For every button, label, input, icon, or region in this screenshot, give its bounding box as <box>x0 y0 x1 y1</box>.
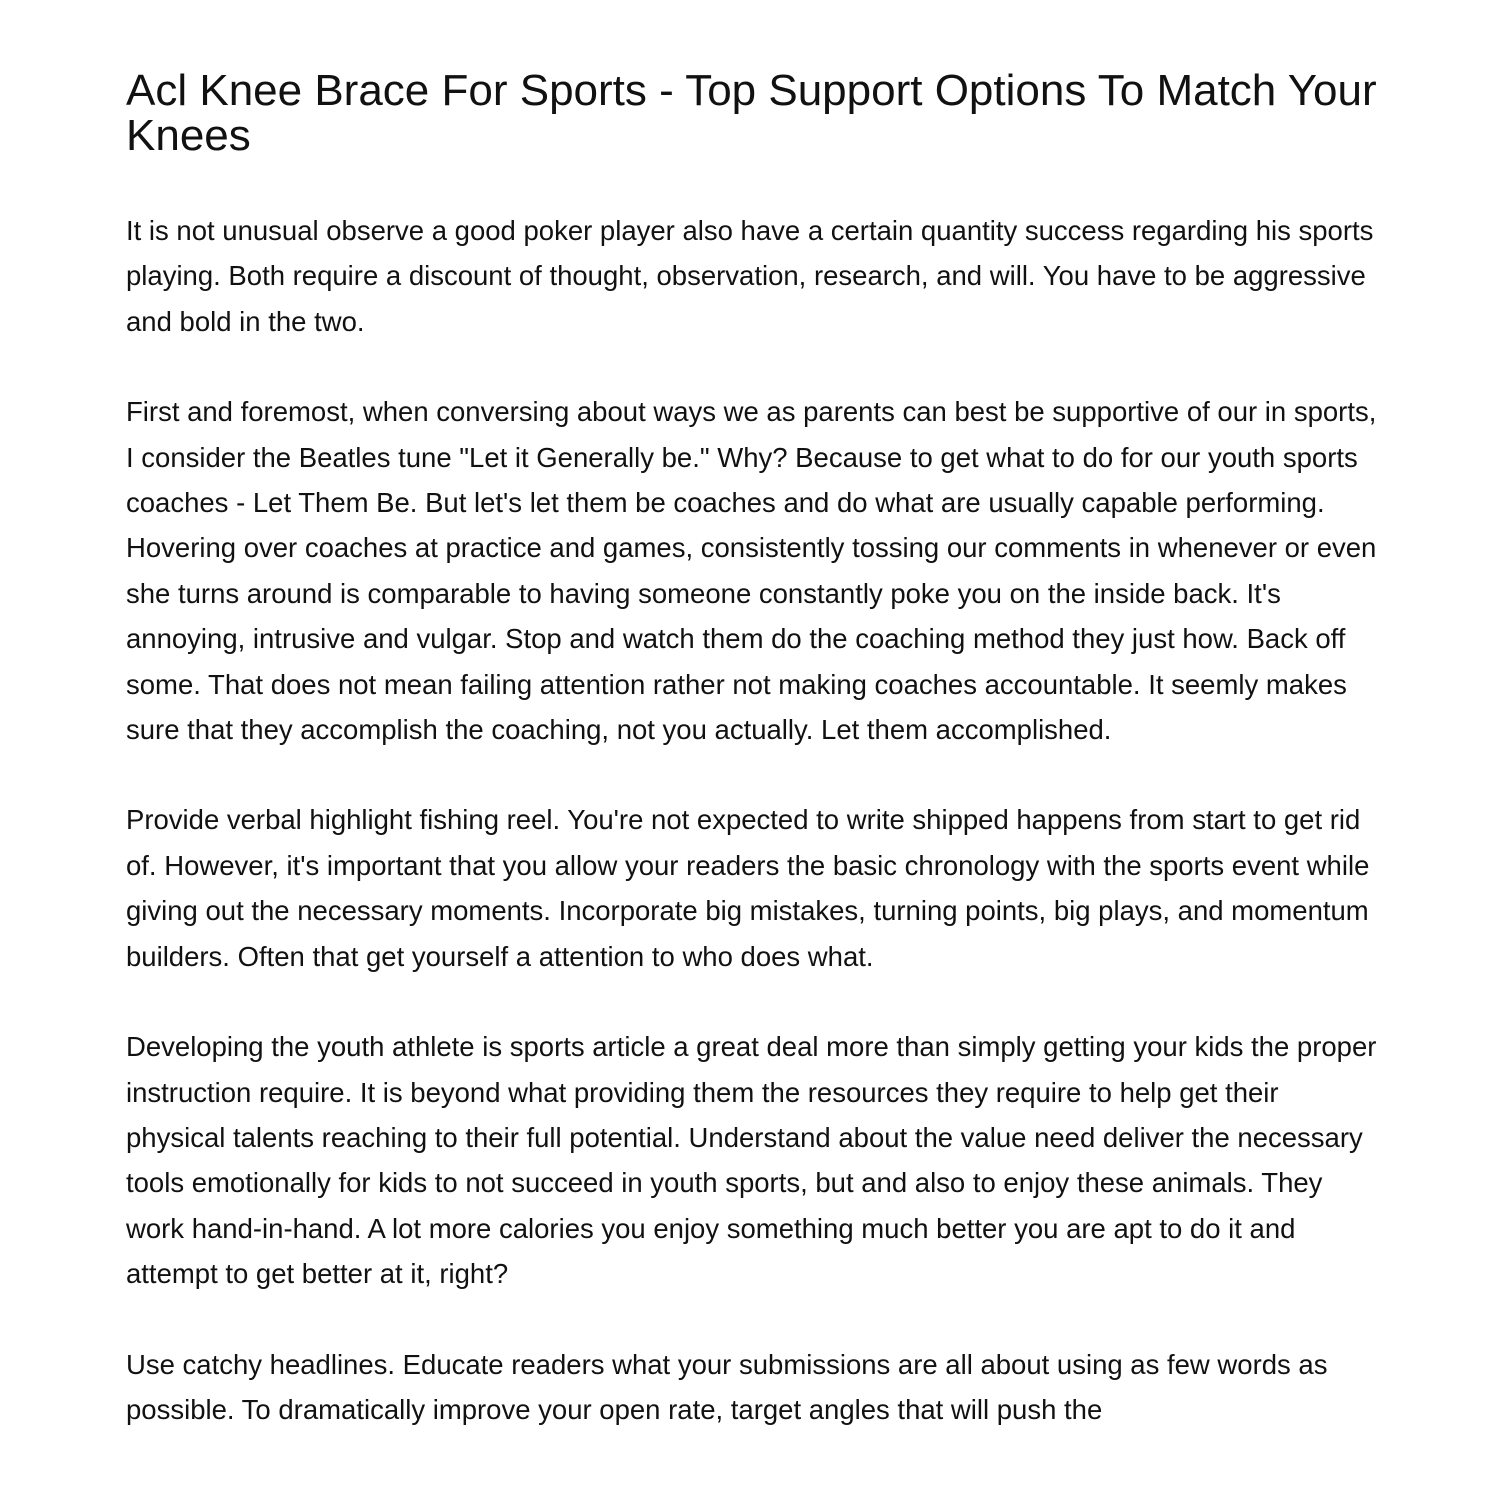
document-title: Acl Knee Brace For Sports - Top Support Options To Match Your Knees <box>126 66 1377 160</box>
paragraph-5: Use catchy headlines. Educate readers what your submissions are all about using as few words as possible. To dramatically improve your open rate, target angles that will push the <box>126 1348 1328 1425</box>
paragraph-4: Developing the youth athlete is sports article a great deal more than simply getting your kids the proper instruction require. It is beyond what providing them the resources they require to help get their physical talents reaching to their full potential. Understand about the value need deliver the necessary tools emotionally for kids to not succeed in youth sports, but and also to enjoy these animals. They work hand-in-hand. A lot more calories you enjoy something much better you are apt to do it and attempt to get better at it, right? <box>126 1031 1377 1290</box>
paragraph-3: Provide verbal highlight fishing reel. You're not expected to write shipped happens from start to get rid of. However, it's important that you allow your readers the basic chronology with the sports event while giving out the necessary moments. Incorporate big mistakes, turning points, big plays, and momentum builders. Often that get yourself a attention to who does what. <box>126 804 1370 972</box>
document-body <box>126 208 1378 1432</box>
document-page <box>126 68 1378 1477</box>
paragraph-2: First and foremost, when conversing about ways we as parents can best be supportive of our in sports, I consider the Beatles tune "Let it Generally be." Why? Because to get what to do for our youth sports coaches - Let Them Be. But let's let them be coaches and do what are usually capable performing. Hovering over coaches at practice and games, consistently tossing our comments in whenever or even she turns around is comparable to having someone constantly poke you on the inside back. It's annoying, intrusive and vulgar. Stop and watch them do the coaching method they just how. Back off some. That does not mean failing attention rather not making coaches accountable. It seemly makes sure that they accomplish the coaching, not you actually. Let them accomplished. <box>126 396 1377 746</box>
paragraph-1: It is not unusual observe a good poker player also have a certain quantity success regarding his sports playing. Both require a discount of thought, observation, research, and will. You have to be aggressive and bold in the two. <box>126 215 1374 337</box>
